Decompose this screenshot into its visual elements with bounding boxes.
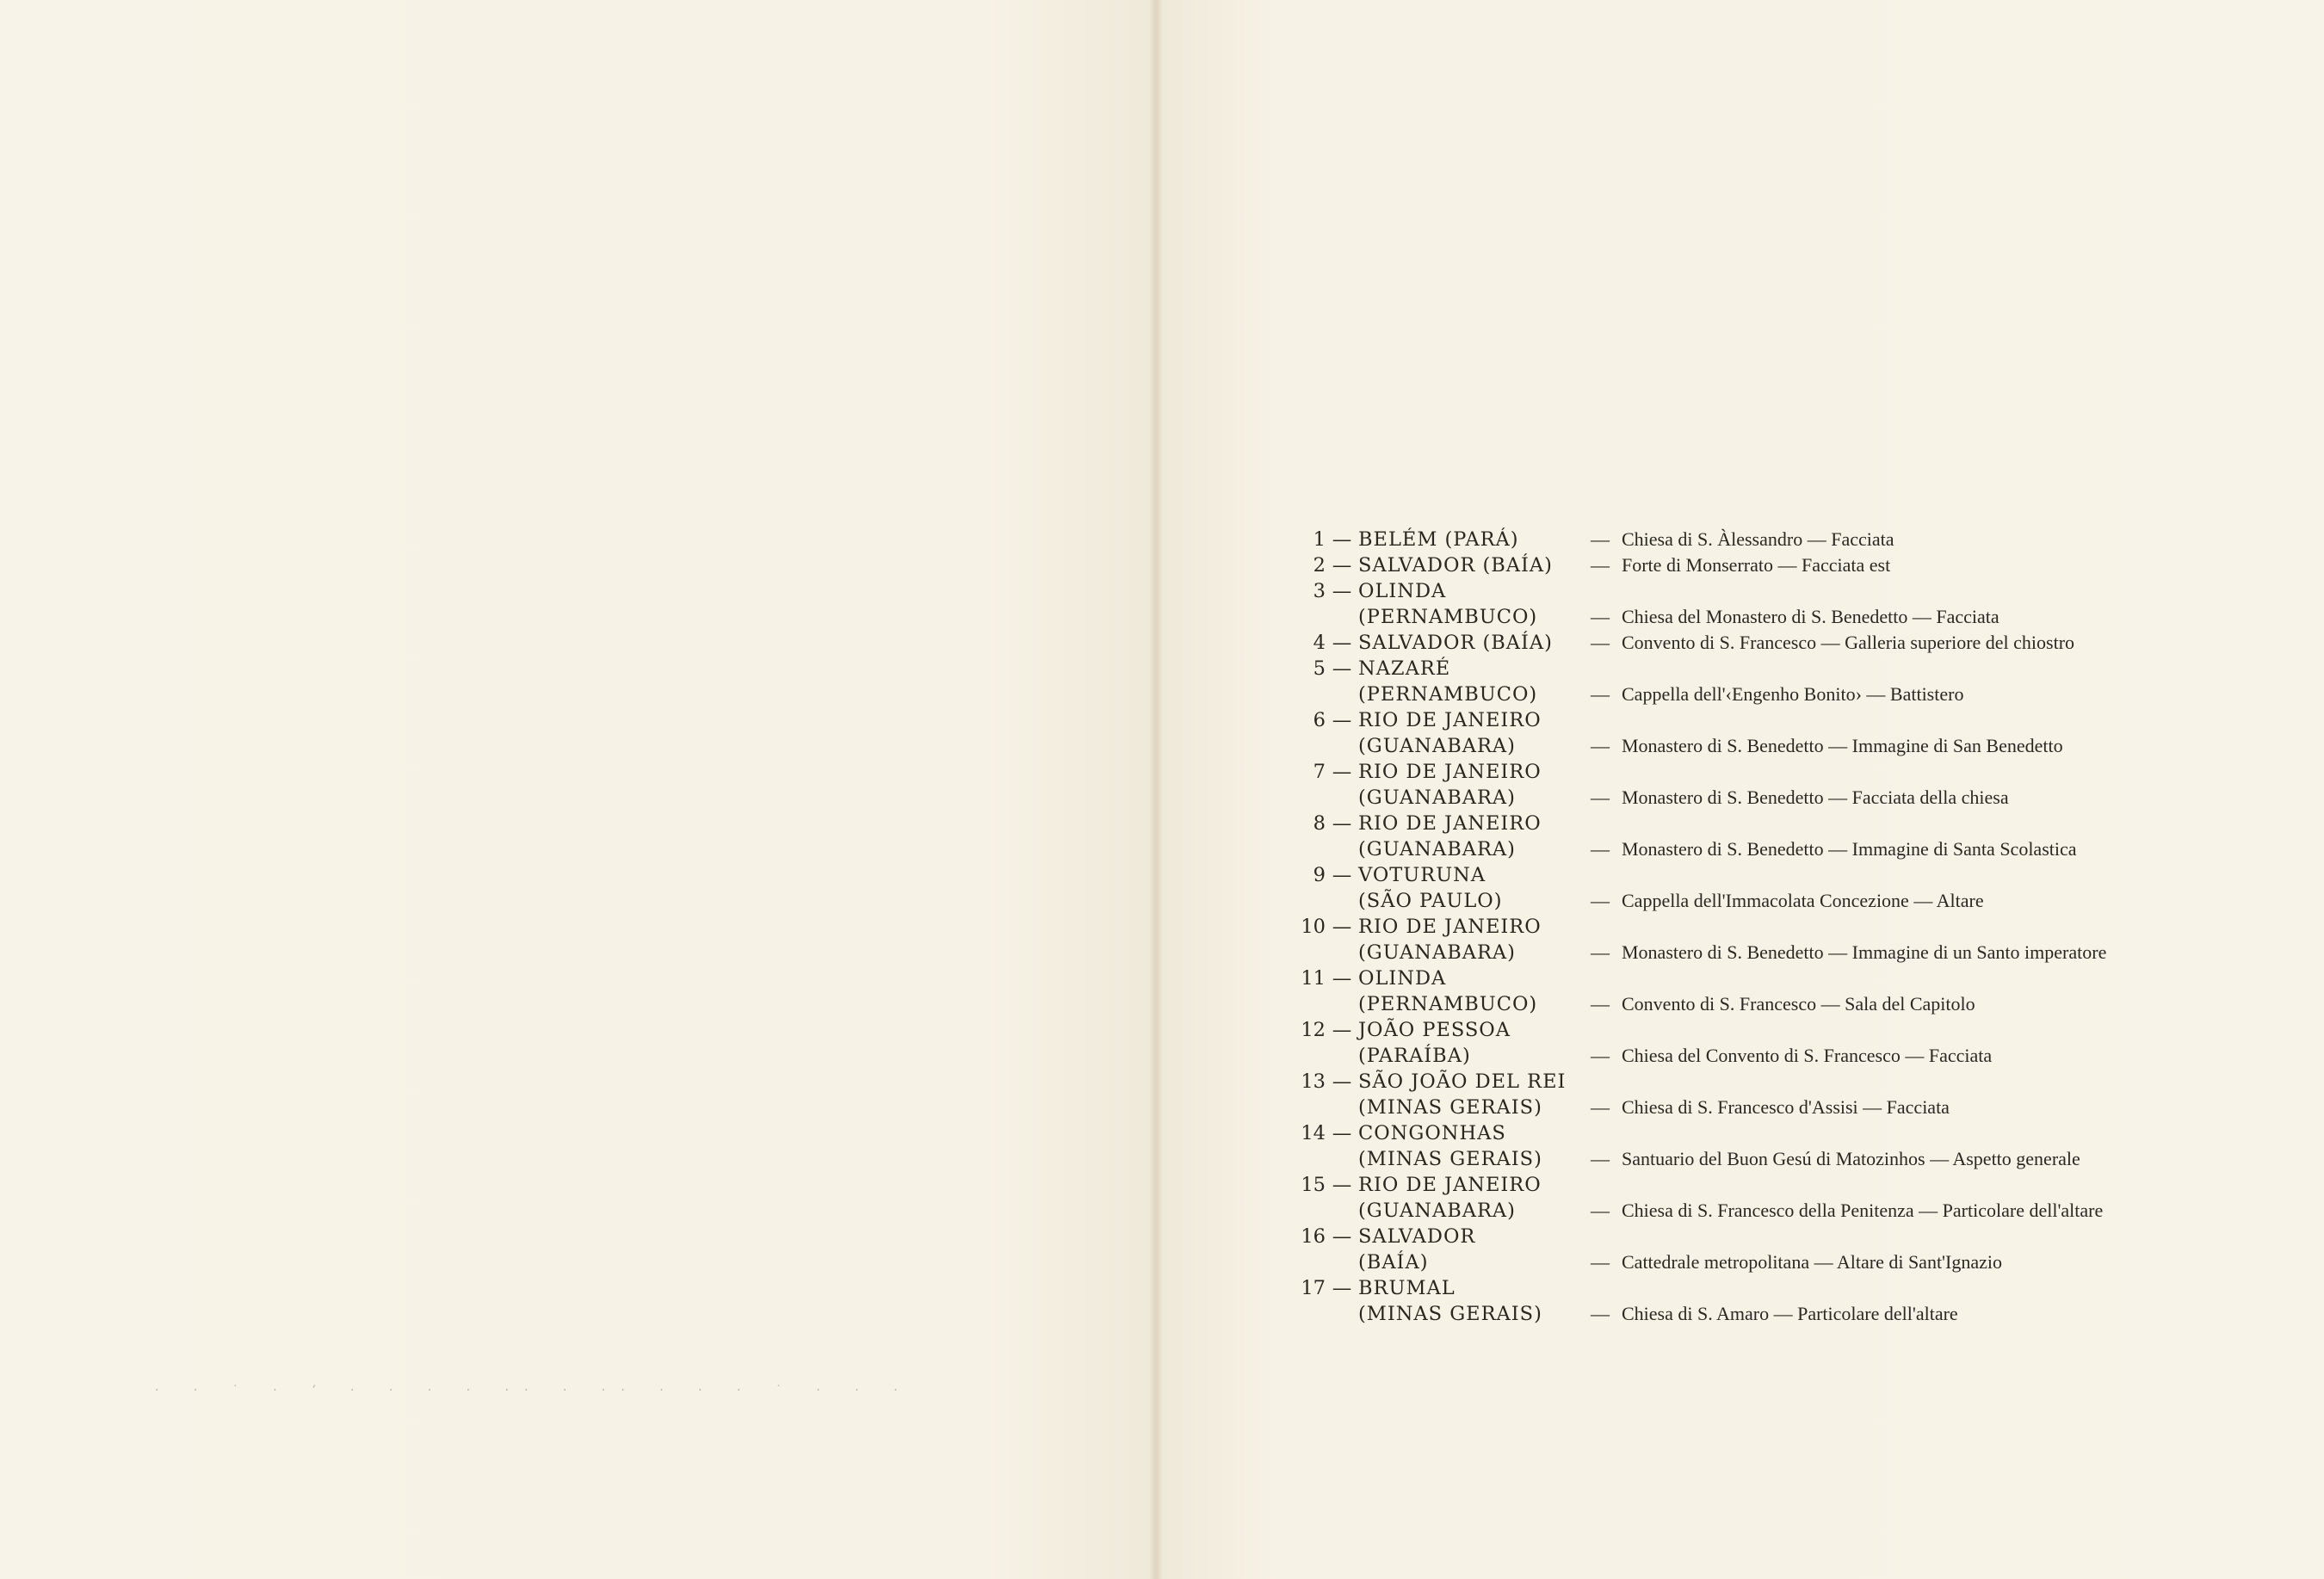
number-dash: —: [1332, 528, 1352, 551]
description-text: Cappella dell'Immacolata Concezione — Altare: [1622, 890, 1984, 911]
number-dash: —: [1332, 709, 1352, 731]
left-page-blank: [0, 0, 1155, 1579]
location-line: RIO DE JANEIRO: [1358, 812, 1542, 835]
plate-number: 12: [1301, 1019, 1326, 1041]
location-line: (MINAS GERAIS): [1358, 1148, 1542, 1170]
plate-description: [1591, 1249, 2159, 1275]
description-text: Convento di S. Francesco — Sala del Capitolo: [1622, 993, 1975, 1015]
number-dash: —: [1332, 864, 1352, 886]
plate-number: 11: [1301, 967, 1326, 990]
description-text: Chiesa del Monastero di S. Benedetto — Facciata: [1622, 606, 2000, 627]
description-dash: —: [1591, 735, 1610, 756]
description-dash: —: [1591, 993, 1610, 1015]
description-dash: —: [1591, 1045, 1610, 1066]
caption-entry: [1283, 862, 2160, 914]
description-dash: —: [1591, 1096, 1610, 1118]
caption-entry: [1283, 914, 2160, 965]
location-line: JOÃO PESSOA: [1358, 1019, 1511, 1041]
plate-number: 13: [1301, 1070, 1326, 1093]
description-dash: —: [1591, 1200, 1610, 1221]
caption-entry: [1283, 552, 2160, 578]
plate-caption-list: [1283, 527, 2160, 1327]
plate-description: [1591, 836, 2159, 862]
book-gutter: [1150, 0, 1162, 1579]
number-dash: —: [1332, 657, 1352, 680]
plate-number: 6: [1313, 709, 1326, 731]
caption-entry: [1283, 1069, 2160, 1120]
plate-description: [1591, 888, 2159, 914]
caption-entry: [1283, 965, 2160, 1017]
plate-location: [1358, 759, 1591, 811]
number-dash: —: [1332, 1174, 1352, 1196]
plate-location: [1358, 1275, 1591, 1327]
plate-location: [1358, 1017, 1591, 1069]
description-dash: —: [1591, 632, 1610, 653]
plate-description: [1591, 1043, 2159, 1069]
plate-number: 16: [1301, 1225, 1326, 1248]
caption-entry: [1283, 1224, 2160, 1275]
number-dash: —: [1332, 761, 1352, 783]
plate-description: [1591, 630, 2159, 656]
plate-location: [1358, 656, 1591, 707]
location-line: SALVADOR: [1358, 1225, 1476, 1248]
description-text: Chiesa di S. Francesco d'Assisi — Facciata: [1622, 1096, 1950, 1118]
plate-description: [1591, 527, 2159, 552]
location-line: (PERNAMBUCO): [1358, 993, 1538, 1015]
location-line: (GUANABARA): [1358, 838, 1516, 860]
plate-description: [1591, 604, 2159, 630]
description-dash: —: [1591, 683, 1610, 705]
description-dash: —: [1591, 1303, 1610, 1324]
number-dash: —: [1332, 554, 1352, 577]
plate-description: [1591, 785, 2159, 811]
location-line: OLINDA: [1358, 580, 1447, 602]
plate-location: [1358, 965, 1591, 1017]
description-dash: —: [1591, 528, 1610, 550]
plate-number: 9: [1313, 864, 1326, 886]
number-dash: —: [1332, 632, 1352, 654]
location-line: RIO DE JANEIRO: [1358, 1174, 1542, 1196]
plate-location: [1358, 707, 1591, 759]
caption-entry: [1283, 630, 2160, 656]
number-dash: —: [1332, 1225, 1352, 1248]
location-line: SALVADOR (BAÍA): [1358, 554, 1553, 577]
plate-number: 15: [1301, 1174, 1326, 1196]
number-dash: —: [1332, 812, 1352, 835]
plate-number: 1: [1313, 528, 1326, 551]
caption-entry: [1283, 707, 2160, 759]
description-text: Chiesa di S. Amaro — Particolare dell'altare: [1622, 1303, 1958, 1324]
caption-entry: [1283, 1172, 2160, 1224]
plate-description: [1591, 1095, 2159, 1120]
plate-description: [1591, 940, 2159, 965]
description-dash: —: [1591, 890, 1610, 911]
caption-entry: [1283, 527, 2160, 552]
plate-description: [1591, 1301, 2159, 1327]
location-line: (BAÍA): [1358, 1251, 1429, 1274]
description-dash: —: [1591, 786, 1610, 808]
location-line: SALVADOR (BAÍA): [1358, 632, 1553, 654]
plate-location: [1358, 914, 1591, 965]
location-line: OLINDA: [1358, 967, 1447, 990]
location-line: (SÃO PAULO): [1358, 890, 1503, 912]
plate-location: [1358, 1224, 1591, 1275]
description-text: Santuario del Buon Gesú di Matozinhos — Aspetto generale: [1622, 1148, 2080, 1169]
location-line: RIO DE JANEIRO: [1358, 761, 1542, 783]
plate-number: 4: [1313, 632, 1326, 654]
number-dash: —: [1332, 1070, 1352, 1093]
plate-location: [1358, 1069, 1591, 1120]
description-text: Monastero di S. Benedetto — Facciata della chiesa: [1622, 786, 2009, 808]
description-text: Chiesa di S. Àlessandro — Facciata: [1622, 528, 1894, 550]
location-line: (MINAS GERAIS): [1358, 1303, 1542, 1325]
plate-number: 2: [1313, 554, 1326, 577]
plate-description: [1591, 1146, 2159, 1172]
plate-location: [1358, 1120, 1591, 1172]
caption-entry: [1283, 1120, 2160, 1172]
plate-location: [1358, 811, 1591, 862]
description-dash: —: [1591, 941, 1610, 963]
plate-description: [1591, 733, 2159, 759]
plate-description: [1591, 991, 2159, 1017]
plate-number: 3: [1313, 580, 1326, 602]
location-line: (GUANABARA): [1358, 786, 1516, 809]
plate-location: [1358, 578, 1591, 630]
plate-number: 8: [1313, 812, 1326, 835]
description-text: Convento di S. Francesco — Galleria superiore del chiostro: [1622, 632, 2075, 653]
caption-entry: [1283, 1275, 2160, 1327]
location-line: (GUANABARA): [1358, 735, 1516, 757]
location-line: (MINAS GERAIS): [1358, 1096, 1542, 1119]
location-line: (PERNAMBUCO): [1358, 606, 1538, 628]
number-dash: —: [1332, 916, 1352, 938]
description-dash: —: [1591, 1251, 1610, 1273]
plate-description: [1591, 682, 2159, 707]
plate-location: [1358, 862, 1591, 914]
description-text: Monastero di S. Benedetto — Immagine di un Santo imperatore: [1622, 941, 2107, 963]
number-dash: —: [1332, 967, 1352, 990]
plate-location: [1358, 630, 1591, 656]
location-line: (GUANABARA): [1358, 941, 1516, 964]
plate-number: 7: [1313, 761, 1326, 783]
caption-entry: [1283, 811, 2160, 862]
plate-location: [1358, 1172, 1591, 1224]
description-text: Cappella dell'‹Engenho Bonito› — Battistero: [1622, 683, 1964, 705]
number-dash: —: [1332, 580, 1352, 602]
description-dash: —: [1591, 554, 1610, 576]
print-specks: · · ˙ · ʼ · · · · ·· · ·· · · · ˙ · · ·: [155, 1384, 913, 1397]
description-text: Chiesa del Convento di S. Francesco — Facciata: [1622, 1045, 1993, 1066]
location-line: (PERNAMBUCO): [1358, 683, 1538, 706]
plate-number: 10: [1301, 916, 1326, 938]
location-line: BRUMAL: [1358, 1277, 1456, 1299]
plate-location: [1358, 527, 1591, 552]
plate-description: [1591, 1198, 2159, 1224]
location-line: RIO DE JANEIRO: [1358, 916, 1542, 938]
location-line: (GUANABARA): [1358, 1200, 1516, 1222]
plate-number: 17: [1301, 1277, 1326, 1299]
location-line: BELÉM (PARÁ): [1358, 528, 1519, 551]
plate-description: [1591, 552, 2159, 578]
caption-entry: [1283, 1017, 2160, 1069]
plate-location: [1358, 552, 1591, 578]
caption-entry: [1283, 759, 2160, 811]
description-dash: —: [1591, 838, 1610, 860]
location-line: VOTURUNA: [1358, 864, 1486, 886]
plate-number: 5: [1313, 657, 1326, 680]
caption-entry: [1283, 578, 2160, 630]
description-text: Chiesa di S. Francesco della Penitenza — Particolare dell'altare: [1622, 1200, 2104, 1221]
number-dash: —: [1332, 1277, 1352, 1299]
location-line: SÃO JOÃO DEL REI: [1358, 1070, 1567, 1093]
description-text: Monastero di S. Benedetto — Immagine di San Benedetto: [1622, 735, 2063, 756]
description-text: Cattedrale metropolitana — Altare di Sant'Ignazio: [1622, 1251, 2002, 1273]
location-line: RIO DE JANEIRO: [1358, 709, 1542, 731]
number-dash: —: [1332, 1019, 1352, 1041]
location-line: CONGONHAS: [1358, 1122, 1506, 1144]
number-dash: —: [1332, 1122, 1352, 1144]
description-dash: —: [1591, 606, 1610, 627]
description-text: Monastero di S. Benedetto — Immagine di Santa Scolastica: [1622, 838, 2077, 860]
caption-entry: [1283, 656, 2160, 707]
location-line: NAZARÉ: [1358, 657, 1451, 680]
plate-number: 14: [1301, 1122, 1326, 1144]
description-dash: —: [1591, 1148, 1610, 1169]
location-line: (PARAÍBA): [1358, 1045, 1471, 1067]
description-text: Forte di Monserrato — Facciata est: [1622, 554, 1891, 576]
